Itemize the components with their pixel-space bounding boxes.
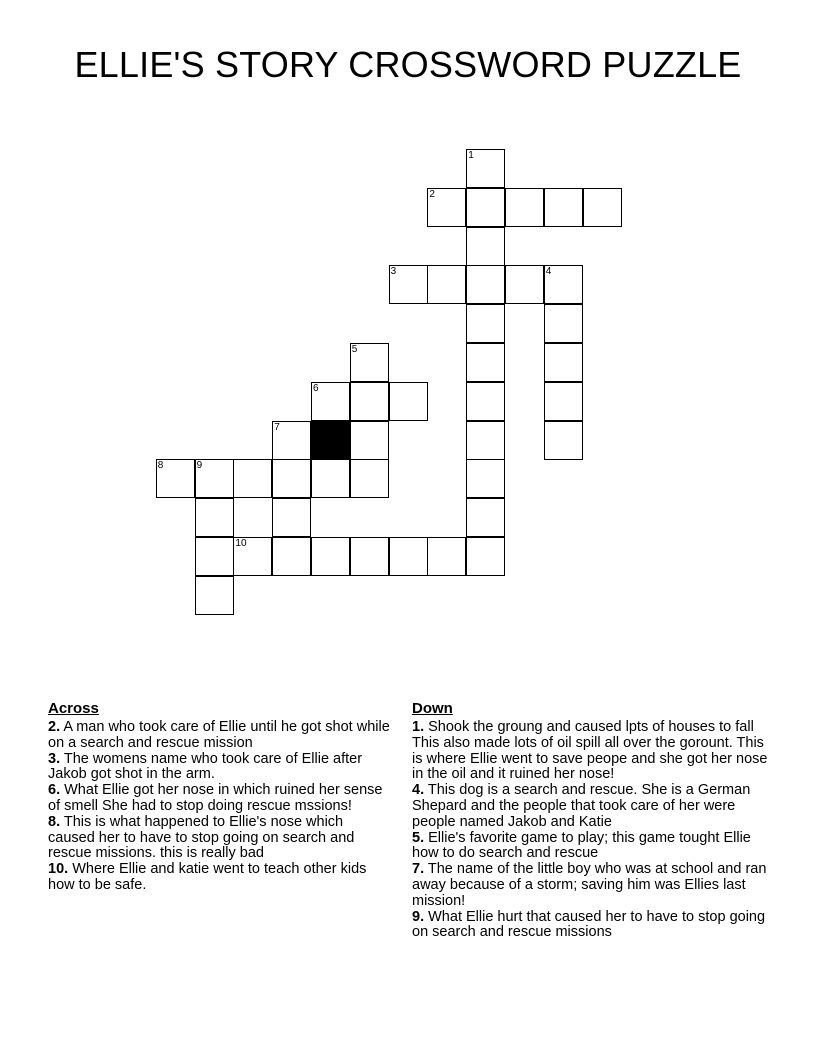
clue-number-label: 8 — [157, 460, 164, 472]
clue-text: What Ellie got her nose in which ruined her sense of smell She had to stop doing rescue mssions! — [48, 782, 383, 814]
crossword-cell[interactable] — [466, 227, 505, 266]
down-heading: Down — [412, 700, 453, 717]
crossword-cell[interactable] — [156, 459, 195, 498]
across-clue — [48, 752, 393, 784]
clue-number-label: 3 — [390, 266, 397, 278]
down-clue — [412, 831, 772, 863]
crossword-cell[interactable] — [427, 537, 466, 576]
crossword-cell[interactable] — [466, 537, 505, 576]
clue-number: 1. — [412, 719, 425, 735]
crossword-cell[interactable] — [195, 498, 234, 537]
clue-number-label: 1 — [468, 150, 474, 161]
crossword-cell[interactable] — [466, 343, 505, 382]
down-clue — [412, 862, 772, 909]
crossword-cell[interactable] — [583, 188, 622, 227]
clue-number: 8. — [48, 813, 61, 830]
clue-text: This dog is a search and rescue. She is a German Shepard and the people that took care of her were people named Jakob and Katie — [412, 782, 751, 830]
across-heading: Across — [48, 700, 99, 717]
clue-text: What Ellie hurt that caused her to have to stop going on search and rescue missions — [412, 908, 766, 941]
clue-number-label: 9 — [196, 460, 203, 472]
crossword-cell[interactable] — [427, 265, 466, 304]
crossword-cell[interactable] — [427, 188, 466, 227]
crossword-cell[interactable] — [544, 421, 583, 460]
down-clues — [412, 700, 772, 941]
crossword-cell[interactable] — [389, 382, 428, 421]
clue-number: 3. — [48, 750, 61, 767]
crossword-cell[interactable] — [544, 343, 583, 382]
clue-text: Where Ellie and katie went to teach other kids how to be safe. — [48, 861, 367, 893]
clue-text: Ellie's favorite game to play; this game tought Ellie how to do search and rescue — [412, 829, 751, 862]
crossword-cell[interactable] — [544, 265, 583, 304]
crossword-cell[interactable] — [466, 459, 505, 498]
crossword-cell[interactable] — [466, 304, 505, 343]
crossword-cell[interactable] — [466, 498, 505, 537]
crossword-cell[interactable] — [389, 537, 428, 576]
crossword-cell[interactable] — [544, 304, 583, 343]
crossword-cell[interactable] — [466, 149, 505, 188]
crossword-cell[interactable] — [272, 459, 311, 498]
crossword-cell[interactable] — [272, 498, 311, 537]
clue-text: The womens name who took care of Ellie after Jakob got shot in the arm. — [48, 750, 363, 783]
crossword-cell[interactable] — [466, 188, 505, 227]
crossword-black-cell — [311, 421, 350, 460]
clue-number: 10. — [48, 861, 69, 878]
crossword-cell[interactable] — [272, 421, 311, 460]
clue-number-label: 5 — [351, 344, 358, 355]
clue-text: This is what happened to Ellie's nose which caused her to have to stop going on search and rescue missions. this is really bad — [48, 813, 355, 862]
across-clues — [48, 700, 393, 894]
crossword-cell[interactable] — [350, 459, 389, 498]
clue-text: Shook the groung and caused lpts of houses to fall This also made lots of oil spill all over the gorount. This is where Ellie went to save peope and she got her nose in the oil and it ruined her nose! — [412, 719, 768, 783]
crossword-cell[interactable] — [272, 537, 311, 576]
crossword-cell[interactable] — [466, 421, 505, 460]
crossword-cell[interactable] — [350, 382, 389, 421]
clue-number: 7. — [412, 861, 425, 878]
clue-number-label: 6 — [313, 382, 319, 394]
down-clue — [412, 910, 772, 942]
crossword-cell[interactable] — [195, 459, 234, 498]
crossword-cell[interactable] — [311, 459, 350, 498]
clue-number-label: 10 — [235, 538, 247, 549]
clue-number: 2. — [48, 719, 61, 735]
crossword-cell[interactable] — [505, 188, 544, 227]
crossword-cell[interactable] — [466, 265, 505, 304]
crossword-cell[interactable] — [350, 343, 389, 382]
crossword-cell[interactable] — [350, 421, 389, 460]
crossword-cell[interactable] — [544, 188, 583, 227]
clue-text: A man who took care of Ellie until he got shot while on a search and rescue mission — [48, 719, 390, 751]
across-clue — [48, 862, 393, 894]
across-clue — [48, 815, 393, 862]
crossword-cell[interactable] — [233, 459, 272, 498]
clue-number: 9. — [412, 908, 425, 925]
crossword-cell[interactable] — [195, 576, 234, 615]
crossword-cell[interactable] — [311, 537, 350, 576]
crossword-cell[interactable] — [195, 537, 234, 576]
clue-number-label: 7 — [274, 421, 280, 433]
crossword-cell[interactable] — [311, 382, 350, 421]
crossword-cell[interactable] — [466, 382, 505, 421]
clue-number: 4. — [412, 782, 425, 799]
across-clue — [48, 720, 393, 752]
down-clue — [412, 783, 772, 830]
clue-number-label: 4 — [545, 266, 552, 278]
crossword-cell[interactable] — [544, 382, 583, 421]
clue-number: 5. — [412, 829, 425, 846]
clue-number-label: 2 — [429, 188, 435, 200]
page-title: ELLIE'S STORY CROSSWORD PUZZLE — [74, 44, 742, 85]
crossword-cell[interactable] — [350, 537, 389, 576]
crossword-cell[interactable] — [505, 265, 544, 304]
clue-text: The name of the little boy who was at school and ran away because of a storm; saving him was Ellies last mission! — [412, 861, 767, 909]
across-clue — [48, 783, 393, 815]
clue-number: 6. — [48, 782, 61, 799]
crossword-cell[interactable] — [233, 537, 272, 576]
crossword-cell[interactable] — [389, 265, 428, 304]
down-clue — [412, 720, 772, 783]
